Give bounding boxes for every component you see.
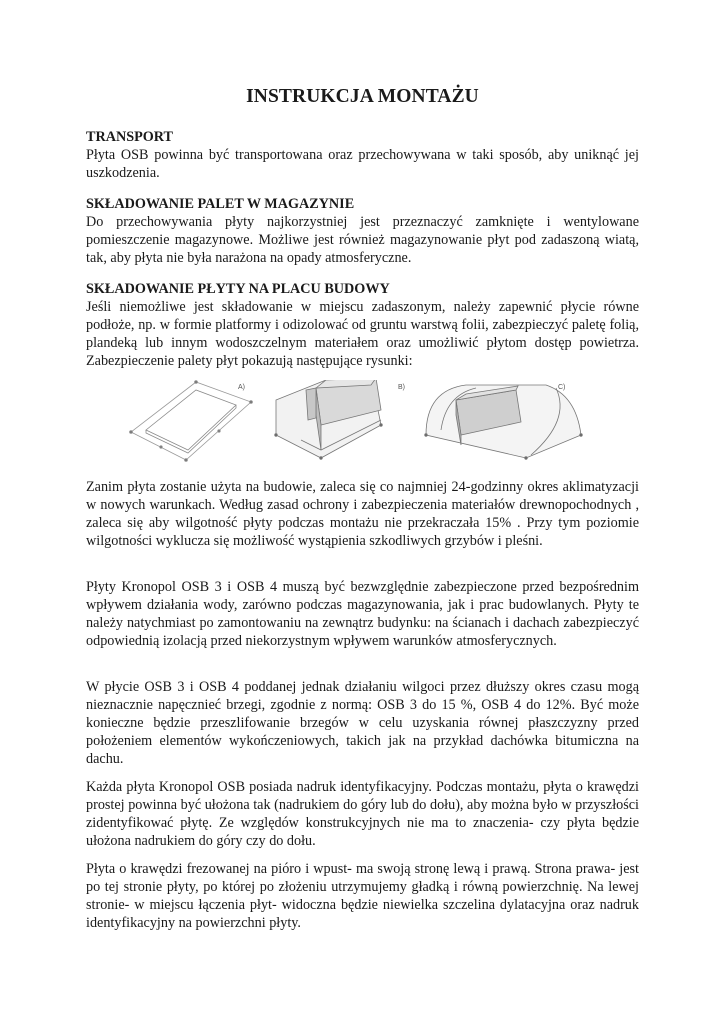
paragraph-aklimatyzacja: Zanim płyta zostanie użyta na budowie, zaleca się co najmniej 24-godzinny okres aklimatyzacji w nowych warunkach. Według zasad ochrony i zabezpieczenia materiałów drewnopochodnych , zaleca się aby wilgotność płyty podczas montażu nie przekraczała 15% . Przy tym poziomie wilgotności wyklucza się możliwość wystąpienia szkodliwych grzybów i pleśni. bbox=[86, 479, 639, 549]
paragraph-zabezpieczenie: Płyty Kronopol OSB 3 i OSB 4 muszą być bezwzględnie zabezpieczone przed bezpośrednim wpływem działania wody, zarówno podczas magazynowania, jak i prac budowlanych. Płyty te należy natychmiast po zamontowaniu na zewnątrz budynku: na ścianach i dachach zabezpieczyć odpowiednią izolacją przed niekorzystnym wpływem warunków atmosferycznych. bbox=[86, 579, 639, 649]
heading-transport: TRANSPORT bbox=[86, 129, 174, 145]
page-title: INSTRUKCJA MONTAŻU bbox=[246, 86, 479, 107]
text-magazyn: Do przechowywania płyty najkorzystniej jest przeznaczyć zamknięte i wentylowane pomieszczenie magazynowe. Możliwe jest również magazynowanie płyt pod zadaszoną wiatą, tak, aby płyta nie była narażona na opady atmosferyczne. bbox=[86, 214, 639, 266]
label-a: A) bbox=[238, 384, 245, 391]
paragraph-krawedz: Płyta o krawędzi frezowanej na pióro i wpust- ma swoją stronę lewą i prawą. Strona prawa- jest po tej stronie płyty, po której po złożeniu utrzymujemy gładką i równą powierzchnię. Na lewej stronie- w miejscu łączenia płyt- widoczna będzie niewielka szczelina dylatacyjna oraz nadruk identyfikacyjny na powierzchni płyty. bbox=[86, 861, 639, 931]
heading-magazyn: SKŁADOWANIE PALET W MAGAZYNIE bbox=[86, 196, 355, 212]
heading-plac: SKŁADOWANIE PŁYTY NA PLACU BUDOWY bbox=[86, 281, 390, 297]
pallet-drawings bbox=[126, 380, 586, 470]
label-b: B) bbox=[398, 384, 405, 391]
text-transport: Płyta OSB powinna być transportowana oraz przechowywana w taki sposób, aby uniknąć jej uszkodzenia. bbox=[86, 147, 639, 181]
label-c: C) bbox=[558, 384, 566, 391]
drawing-c bbox=[425, 385, 583, 459]
drawing-a bbox=[130, 381, 253, 462]
paragraph-nadruk: Każda płyta Kronopol OSB posiada nadruk identyfikacyjny. Podczas montażu, płyta o krawędzi prostej powinna być ułożona tak (nadrukiem do góry lub do dołu), aby można było w przyszłości zidentyfikować płytę. Ze względów konstrukcyjnych nie ma to znaczenia- czy płyta będzie ułożona nadrukiem do góry czy do dołu. bbox=[86, 779, 639, 849]
text-plac: Jeśli niemożliwe jest składowanie w miejscu zadaszonym, należy zapewnić płycie równe podłoże, np. w formie platformy i odizolować od gruntu warstwą folii, zabezpieczyć paletę folią, plandeką lub innym wodoszczelnym materiałem oraz umożliwić płytom dostęp powietrza. Zabezpieczenie palety płyt pokazują następujące rysunki: bbox=[86, 299, 639, 369]
paragraph-wilgoc: W płycie OSB 3 i OSB 4 poddanej jednak działaniu wilgoci przez dłuższy okres czasu mogą nieznacznie napęcznieć brzegi, zgodnie z normą: OSB 3 do 15 %, OSB 4 do 12%. Być może konieczne będzie przeszlifowanie brzegów w celu uzyskania równej płaszczyzny przed położeniem elementów wykończeniowych, takich jak na przykład dachówka bitumiczna na dachu. bbox=[86, 679, 639, 767]
pallet-protection-figure bbox=[126, 380, 586, 470]
drawing-b bbox=[275, 380, 383, 459]
